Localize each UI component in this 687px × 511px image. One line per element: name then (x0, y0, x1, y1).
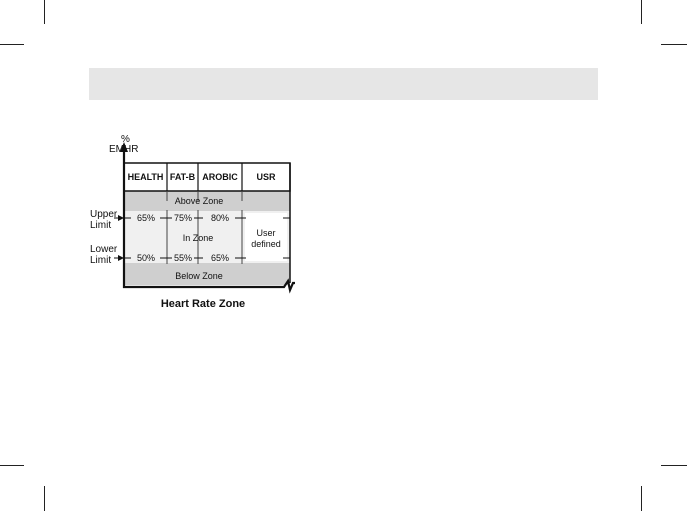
in-zone-label: In Zone (182, 233, 214, 243)
below-zone-label: Below Zone (175, 271, 223, 281)
user-defined-label-line2: defined (251, 239, 281, 249)
column-header-fat-b: FAT-B (169, 172, 196, 182)
upper-limit-label-line2: Limit (90, 220, 112, 231)
lower-limit-label-line1: Lower (90, 244, 118, 255)
lower-limit-label-line2: Limit (90, 255, 112, 266)
y-axis-label: EMHR (109, 144, 139, 155)
column-header-health: HEALTH (127, 172, 164, 182)
upper-limit-fat-b-value: 75% (173, 213, 192, 223)
y-axis-percent-label: % (121, 134, 130, 145)
column-header-usr: USR (256, 172, 276, 182)
lower-limit-fat-b-value: 55% (173, 253, 192, 263)
lower-limit-health-value: 50% (136, 253, 155, 263)
lower-limit-arobic-value: 65% (210, 253, 229, 263)
column-header-arobic: AROBIC (202, 172, 238, 182)
above-zone-label: Above Zone (174, 196, 224, 206)
upper-limit-arobic-value: 80% (210, 213, 229, 223)
user-defined-label-line1: User (256, 228, 276, 238)
figure-caption: Heart Rate Zone (160, 298, 246, 310)
upper-limit-health-value: 65% (136, 213, 155, 223)
upper-limit-label-line1: Upper (90, 209, 118, 220)
